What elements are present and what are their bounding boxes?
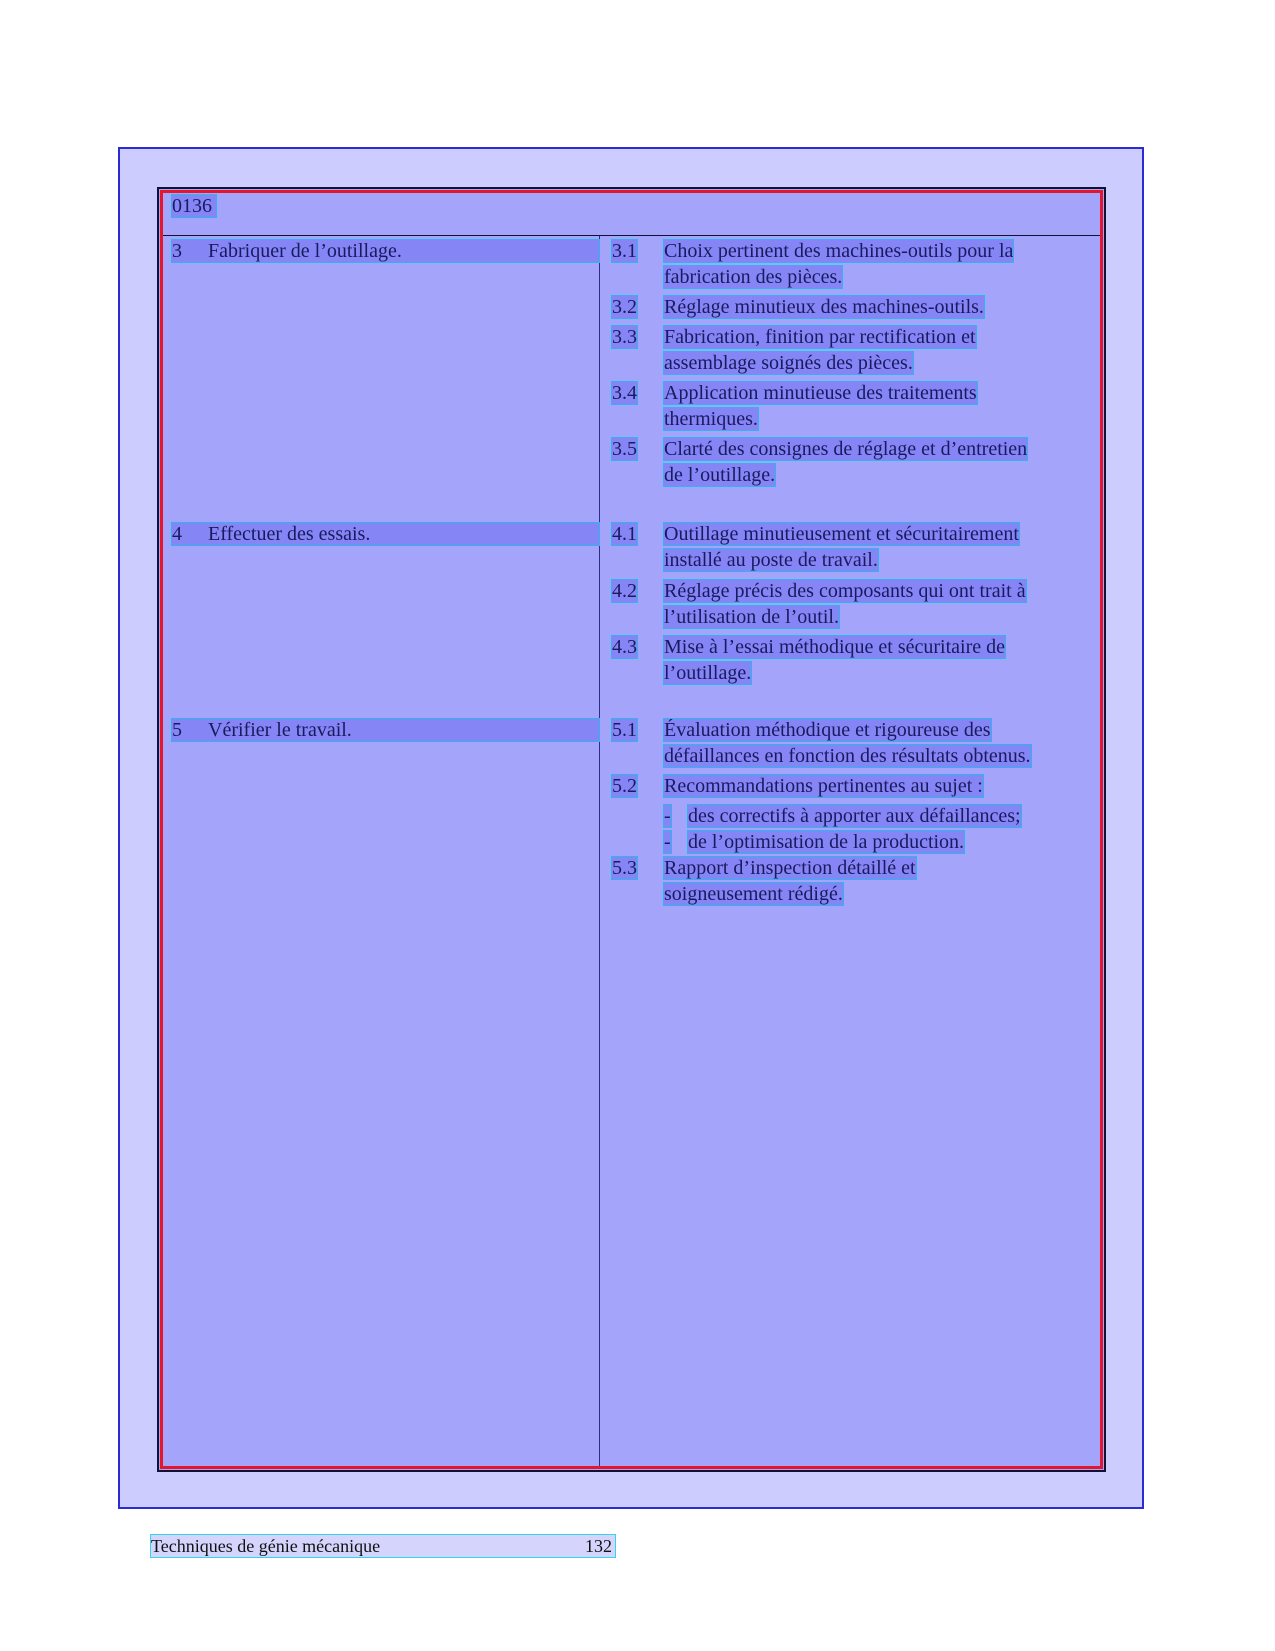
bullet-symbol: - [664,805,671,827]
criterion-number: 5.2 [612,775,637,797]
page-footer [151,1535,615,1557]
criterion-text: Clarté des consignes de réglage et d’entretien [664,438,1028,460]
competency-code: 0136 [172,195,216,217]
bullet-text: des correctifs à apporter aux défaillances; [688,805,1021,827]
section-3-number: 3 [172,240,182,262]
criterion-text: Fabrication, finition par rectification et [664,326,976,348]
criterion-text: installé au poste de travail. [664,549,878,571]
criterion-text: Application minutieuse des traitements [664,382,977,404]
criterion-number: 3.1 [612,240,637,262]
section-3-label: Fabriquer de l’outillage. [208,240,402,262]
competency-table [157,187,1106,1472]
criterion-text: thermiques. [664,408,758,430]
page-number: 132 [585,1536,612,1556]
criterion-number: 5.3 [612,857,637,879]
section-4-label: Effectuer des essais. [208,523,371,545]
criterion-text: Réglage précis des composants qui ont trait à [664,580,1026,602]
criterion-text: Choix pertinent des machines-outils pour la [664,240,1014,262]
criterion-text: Mise à l’essai méthodique et sécuritaire de [664,636,1005,658]
section-4-number: 4 [172,523,182,545]
header-divider [160,235,1103,236]
criterion-text: Outillage minutieusement et sécuritairement [664,523,1019,545]
criterion-text: Réglage minutieux des machines-outils. [664,296,984,318]
footer-title: Techniques de génie mécanique [151,1536,381,1556]
criterion-number: 3.5 [612,438,637,460]
criterion-number: 3.2 [612,296,637,318]
bullet-text: de l’optimisation de la production. [688,831,965,853]
criterion-text: assemblage soignés des pièces. [664,352,913,374]
section-5-label: Vérifier le travail. [208,719,352,741]
criterion-text: défaillances en fonction des résultats obtenus. [664,745,1031,767]
column-divider [599,236,600,1469]
bullet-symbol: - [664,831,671,853]
criterion-text: Évaluation méthodique et rigoureuse des [664,719,991,741]
criterion-text: l’utilisation de l’outil. [664,606,839,628]
criterion-number: 3.4 [612,382,637,404]
criterion-text: Rapport d’inspection détaillé et [664,857,916,879]
criterion-text: l’outillage. [664,662,752,684]
criterion-number: 4.1 [612,523,637,545]
criterion-text: fabrication des pièces. [664,266,843,288]
criterion-text: Recommandations pertinentes au sujet : [664,775,983,797]
criterion-number: 5.1 [612,719,637,741]
section-5-number: 5 [172,719,182,741]
criterion-text: de l’outillage. [664,464,776,486]
criterion-number: 4.3 [612,636,637,658]
criterion-number: 4.2 [612,580,637,602]
criterion-text: soigneusement rédigé. [664,883,843,905]
criterion-number: 3.3 [612,326,637,348]
